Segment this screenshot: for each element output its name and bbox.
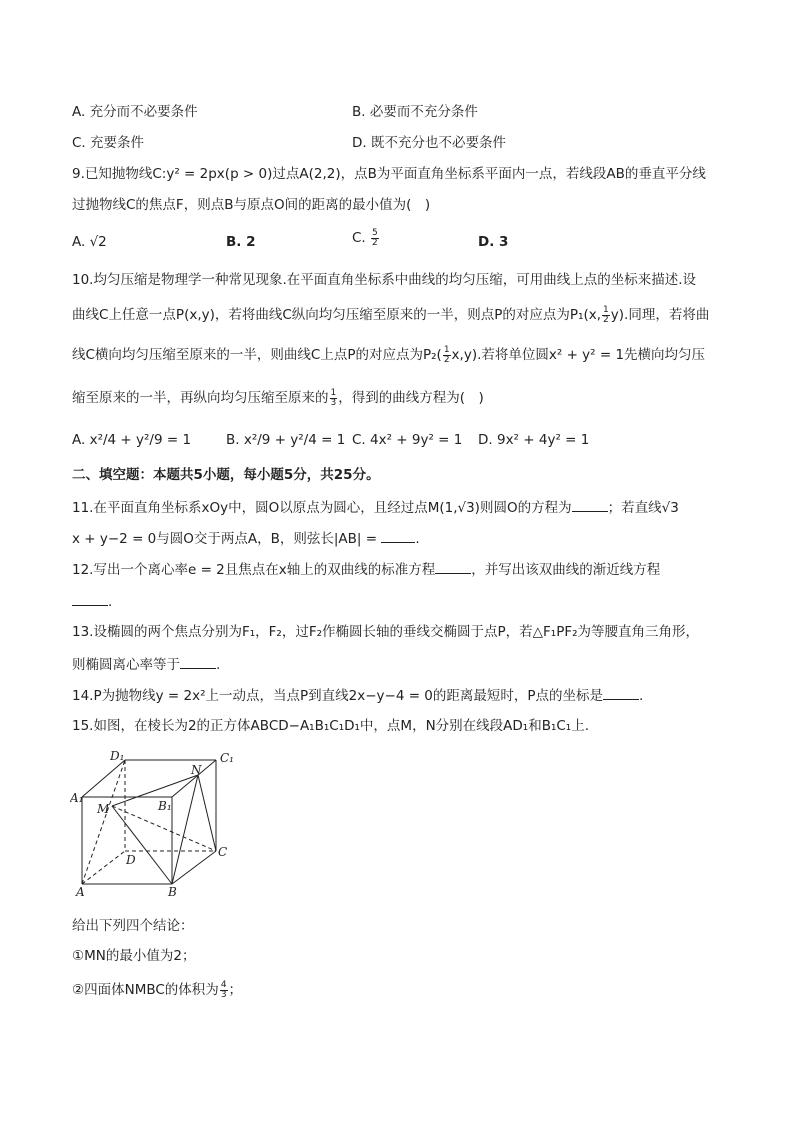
q9-stem-line2: 过抛物线C的焦点F，则点B与原点O间的距离的最小值为( ) — [72, 197, 431, 213]
q13-line2-text: 则椭圆离心率等于 — [72, 657, 180, 673]
label-D: D — [126, 853, 136, 867]
q10-line4-part-a: 缩至原来的一半，再纵向均匀压缩至原来的 — [72, 390, 329, 406]
q11-line1-text: 11.在平面直角坐标系xOy中，圆O以原点为圆心，且经过点M(1,√3)则圆O的方程为 — [72, 500, 572, 516]
q15-stem: 15.如图，在棱长为2的正方体ABCD−A₁B₁C₁D₁中，点M，N分别在线段AD₁和B₁C₁上. — [72, 718, 590, 734]
q10-stem-line4 — [72, 388, 484, 408]
q10-line3-part-a: 线C横向均匀压缩至原来的一半，则曲线C上点P的对应点为P₂( — [72, 347, 442, 363]
q13-stem-line1: 13.设椭圆的两个焦点分别为F₁，F₂，过F₂作椭圆长轴的垂线交椭圆于点P，若△F₁PF₂为等腰直角三角形， — [72, 624, 700, 640]
label-C1: C₁ — [220, 751, 234, 765]
edge-A1D1 — [82, 760, 125, 797]
q10-option-c: C. 4x² + 9y² = 1 — [352, 432, 463, 448]
q10-third-numerator: 1 — [330, 387, 337, 398]
q10-line3-part-b: x,y).若将单位圆x² + y² = 1先横向均匀压 — [451, 347, 706, 363]
label-B: B — [168, 885, 177, 898]
q15-conclusion-2-text: ②四面体NMBC的体积为 — [72, 982, 219, 998]
q10-line2-part-b: y).同理，若将曲 — [610, 307, 710, 323]
q11-blank-1 — [572, 497, 608, 512]
section-heading: 二、填空题：本题共5小题，每小题5分，共25分。 — [72, 467, 380, 483]
q9-stem-line1: 9.已知抛物线C:y² = 2px(p > 0)过点A(2,2)，点B为平面直角坐标系平面内一点，若线段AB的垂直平分线 — [72, 166, 706, 182]
q12-line2-tail: . — [108, 594, 113, 610]
q10-option-d: D. 9x² + 4y² = 1 — [478, 432, 590, 448]
q10-option-b: B. x²/9 + y²/4 = 1 — [226, 432, 346, 448]
q9-option-c-fraction — [371, 229, 379, 248]
label-D1: D₁ — [110, 749, 125, 763]
q8-option-d: D. 既不充分也不必要条件 — [352, 135, 506, 151]
q15-conclusion-1: ①MN的最小值为2； — [72, 948, 196, 964]
q9-option-c-numerator: 5 — [372, 227, 378, 238]
label-C: C — [218, 845, 228, 859]
q15-conclusion-2-numerator: 4 — [220, 979, 227, 990]
q11-stem-line2 — [72, 528, 420, 549]
q12-blank-2 — [72, 591, 108, 606]
q12-line1-tail: ，并写出该双曲线的渐近线方程 — [471, 562, 661, 578]
q9-option-b: B. 2 — [226, 234, 256, 250]
q10-half-denominator-1: 2 — [603, 314, 609, 325]
q15-conclusion-2-denominator: 3 — [220, 989, 227, 1000]
q12-blank-1 — [435, 559, 471, 574]
q15-conclusion-2-tail: ； — [228, 982, 243, 998]
q14-tail: . — [639, 688, 644, 704]
q10-half-denominator-2: 2 — [443, 354, 450, 365]
q11-blank-2 — [381, 528, 415, 543]
segment-MB — [112, 806, 172, 884]
q11-line1-tail: ；若直线√3 — [607, 500, 679, 516]
q10-half-numerator-1: 1 — [603, 304, 609, 315]
q10-stem-line3 — [72, 345, 705, 365]
q11-line2-tail: . — [415, 531, 420, 547]
q15-conclusions-intro: 给出下列四个结论： — [72, 918, 194, 934]
q10-option-a: A. x²/4 + y²/9 = 1 — [72, 432, 192, 448]
q10-half-fraction-1 — [602, 306, 610, 325]
q9-option-c-denominator: 2 — [372, 237, 378, 248]
q13-line2-tail: . — [216, 657, 221, 673]
label-A: A — [76, 885, 85, 898]
q9-option-c-prefix: C. — [352, 230, 366, 246]
label-A1: A₁ — [70, 791, 84, 805]
q8-option-a: A. 充分而不必要条件 — [72, 104, 198, 120]
q14-blank — [603, 685, 639, 700]
label-B1: B₁ — [158, 799, 172, 813]
q10-half-fraction-2 — [443, 346, 451, 365]
q15-conclusion-2-fraction — [220, 981, 228, 1000]
q10-stem-line2 — [72, 305, 709, 325]
q10-half-numerator-2: 1 — [443, 344, 450, 355]
q10-line2-part-a: 曲线C上任意一点P(x,y)，若将曲线C纵向均匀压缩至原来的一半，则点P的对应点为P₁(x, — [72, 307, 602, 323]
q11-stem-line1 — [72, 497, 679, 518]
q9-option-d: D. 3 — [478, 234, 509, 250]
q9-option-c — [352, 228, 380, 248]
q10-third-denominator: 3 — [330, 397, 337, 408]
q13-stem-line2 — [72, 654, 220, 675]
q9-option-a: A. √2 — [72, 234, 107, 250]
q14-stem — [72, 685, 643, 706]
q12-line1-text: 12.写出一个离心率e = 2且焦点在x轴上的双曲线的标准方程 — [72, 562, 436, 578]
q10-third-fraction — [330, 389, 338, 408]
q12-stem-line1 — [72, 559, 660, 580]
q12-stem-line2 — [72, 591, 112, 612]
q10-line4-part-b: ，得到的曲线方程为( ) — [338, 390, 484, 406]
q8-option-c: C. 充要条件 — [72, 135, 145, 151]
q13-blank — [180, 654, 216, 669]
q15-conclusion-2 — [72, 980, 242, 1000]
label-N: N — [191, 763, 202, 777]
q11-line2-text: x + y−2 = 0与圆O交于两点A，B，则弦长|AB| = — [72, 531, 378, 547]
q8-option-b: B. 必要而不充分条件 — [352, 104, 478, 120]
edge-AD-hidden — [82, 851, 125, 884]
q10-stem-line1: 10.均匀压缩是物理学一种常见现象.在平面直角坐标系中曲线的均匀压缩，可用曲线上点的坐标来描述.设 — [72, 272, 697, 288]
cube-figure — [70, 748, 240, 898]
label-M: M — [97, 802, 110, 816]
q14-text: 14.P为抛物线y = 2x²上一动点，当点P到直线2x−y−4 = 0的距离最短时，P点的坐标是 — [72, 688, 604, 704]
segment-NC — [198, 775, 216, 851]
